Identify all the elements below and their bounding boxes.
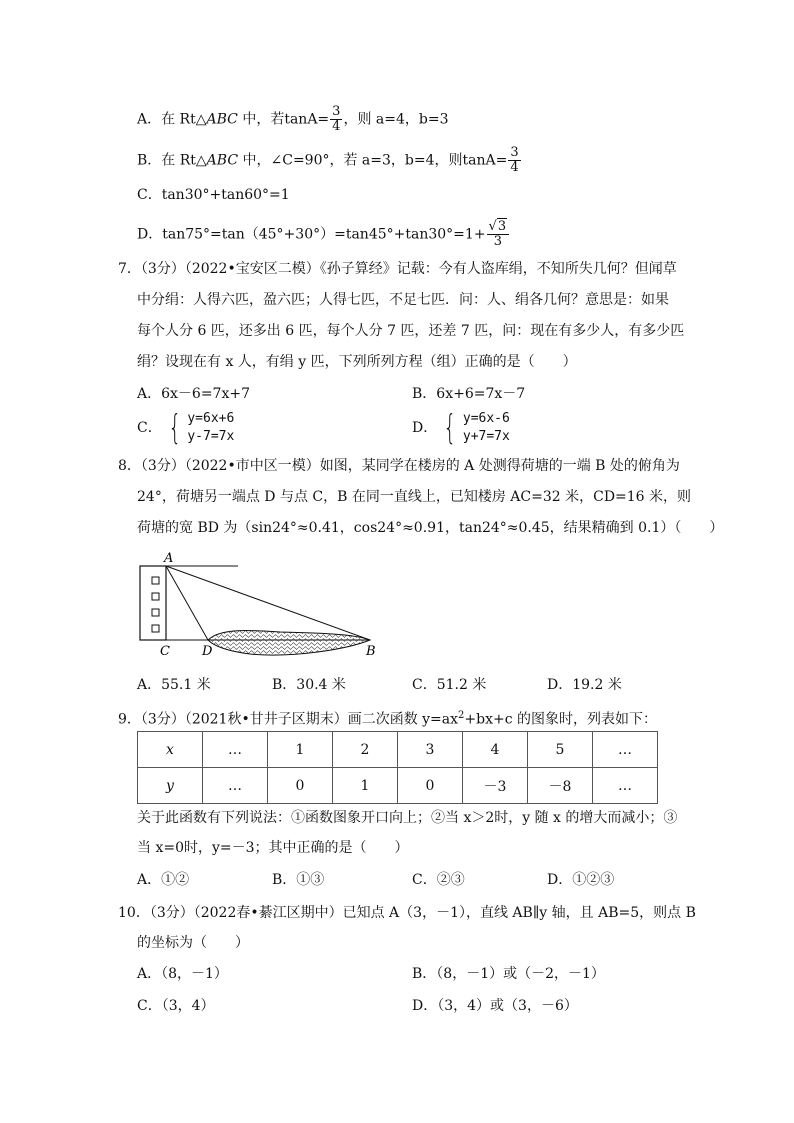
- sight-line-ad: [166, 566, 208, 640]
- q6-option-b: B．在 Rt△ABC 中，∠C=90°，若 a=3，b=4，则tanA= $\frac{3}{4}$: [137, 145, 519, 175]
- q8-option-d: D．19.2 米: [547, 677, 622, 693]
- q8-option-c: C．51.2 米: [412, 677, 487, 693]
- fig-label-c: C: [160, 644, 170, 659]
- q8-option-b: B．30.4 米: [272, 677, 346, 693]
- q8-stem-line1: 8．（3分）（2022•市中区一模）如图，某同学在楼房的 A 处测得荷塘的一端 B 处的俯角为: [118, 458, 680, 474]
- q10-option-a: A．（8，－1）: [137, 966, 228, 982]
- q6-option-c: C．tan30°+tan60°=1: [137, 187, 290, 203]
- q7-c-brace: {: [168, 408, 182, 448]
- q9-stem-line2: 关于此函数有下列说法：①函数图象开口向上；②当 x＞2时，y 随 x 的增大而减小；③: [137, 810, 678, 826]
- q9-option-d: D．①②③: [547, 872, 615, 888]
- q8-figure: [130, 550, 390, 660]
- table-row-y: y … 0 1 0 －3 －8 …: [138, 768, 658, 804]
- q7-option-b: B．6x+6=7x－7: [412, 386, 526, 402]
- q6-a-prefix: A．在 Rt△: [137, 111, 207, 128]
- q7-option-a: A．6x－6=7x+7: [137, 386, 250, 402]
- q7-option-d: D． { y=6x-6 y+7=7x: [412, 408, 510, 448]
- q7-stem-line1: 7．（3分）（2022•宝安区二模）《孙子算经》记载：今有人盗库绢，不知所失几何？但闻草: [118, 261, 677, 277]
- q10-option-c: C．（3，4）: [137, 998, 215, 1014]
- q9-option-c: C．②③: [412, 872, 465, 888]
- q7-d-brace: {: [443, 408, 457, 448]
- q10-stem-line1: 10．（3分）（2022春•綦江区期中）已知点 A（3，－1），直线 AB∥y 轴，且 AB=5，则点 B: [118, 905, 696, 921]
- q6-option-a: [137, 105, 449, 134]
- fig-label-b: B: [366, 644, 376, 659]
- q7-stem-line2: 中分绢：人得六匹，盈六匹；人得七匹，不足七匹．问：人、绢各几何？意思是：如果: [137, 292, 669, 308]
- q8-option-a: A．55.1 米: [137, 677, 211, 693]
- q6-a-abc: ABC: [206, 111, 238, 128]
- q6-d-fraction: $\frac{√3}{3}$: [487, 220, 510, 249]
- q6-option-d: D．tan75°=tan（45°+30°）=tan45°+tan30°=1+ $\frac{√3}{3}$: [137, 220, 510, 249]
- q7-stem-line3: 每个人分 6 匹，还多出 6 匹，每个人分 7 匹，还差 7 匹，问：现在有多少人，有多少匹: [137, 323, 685, 339]
- q8-stem-line3: 荷塘的宽 BD 为（sin24°≈0.41，cos24°≈0.91，tan24°≈0.45，结果精确到 0.1）（ ）: [137, 520, 724, 536]
- q6-a-mid: 中，若: [237, 111, 285, 128]
- sight-line-ab: [166, 566, 370, 640]
- q10-option-d: D．（3，4）或（3，－6）: [412, 998, 578, 1014]
- q7-stem-line4: 绢？设现在有 x 人，有绢 y 匹，下列所列方程（组）正确的是（ ）: [137, 354, 577, 370]
- q6-a-tail: ，则 a=4，b=3: [343, 111, 449, 128]
- q8-stem-line2: 24°，荷塘另一端点 D 与点 C，B 在同一直线上，已知楼房 AC=32 米，CD=16 米，则: [137, 489, 692, 505]
- fig-label-d: D: [202, 644, 213, 659]
- q7-option-c: C． { y=6x+6 y-7=7x: [137, 408, 235, 448]
- q9-option-a: A．①②: [137, 872, 190, 888]
- pond: [208, 630, 370, 655]
- q9-stem-line3: 当 x=0时，y=－3；其中正确的是（ ）: [137, 840, 409, 856]
- q6-a-fraction: $\frac{3}{4}$: [332, 104, 341, 134]
- q10-stem-line2: 的坐标为（ ）: [137, 935, 249, 951]
- q9-stem-line1: 9．（3分）（2021秋•甘井子区期末）画二次函数 $y=ax^2+bx+c$ 的图象时，列表如下：: [118, 710, 658, 728]
- q10-option-b: B．（8，－1）或（－2，－1）: [412, 966, 605, 982]
- q9-value-table: [137, 731, 658, 804]
- q9-option-b: B．①③: [272, 872, 325, 888]
- table-row-x: x … 1 2 3 4 5 …: [138, 732, 658, 768]
- q6-a-tan: tanA=: [284, 111, 330, 128]
- q6-b-fraction: $\frac{3}{4}$: [510, 145, 519, 175]
- fig-label-a: A: [164, 551, 174, 566]
